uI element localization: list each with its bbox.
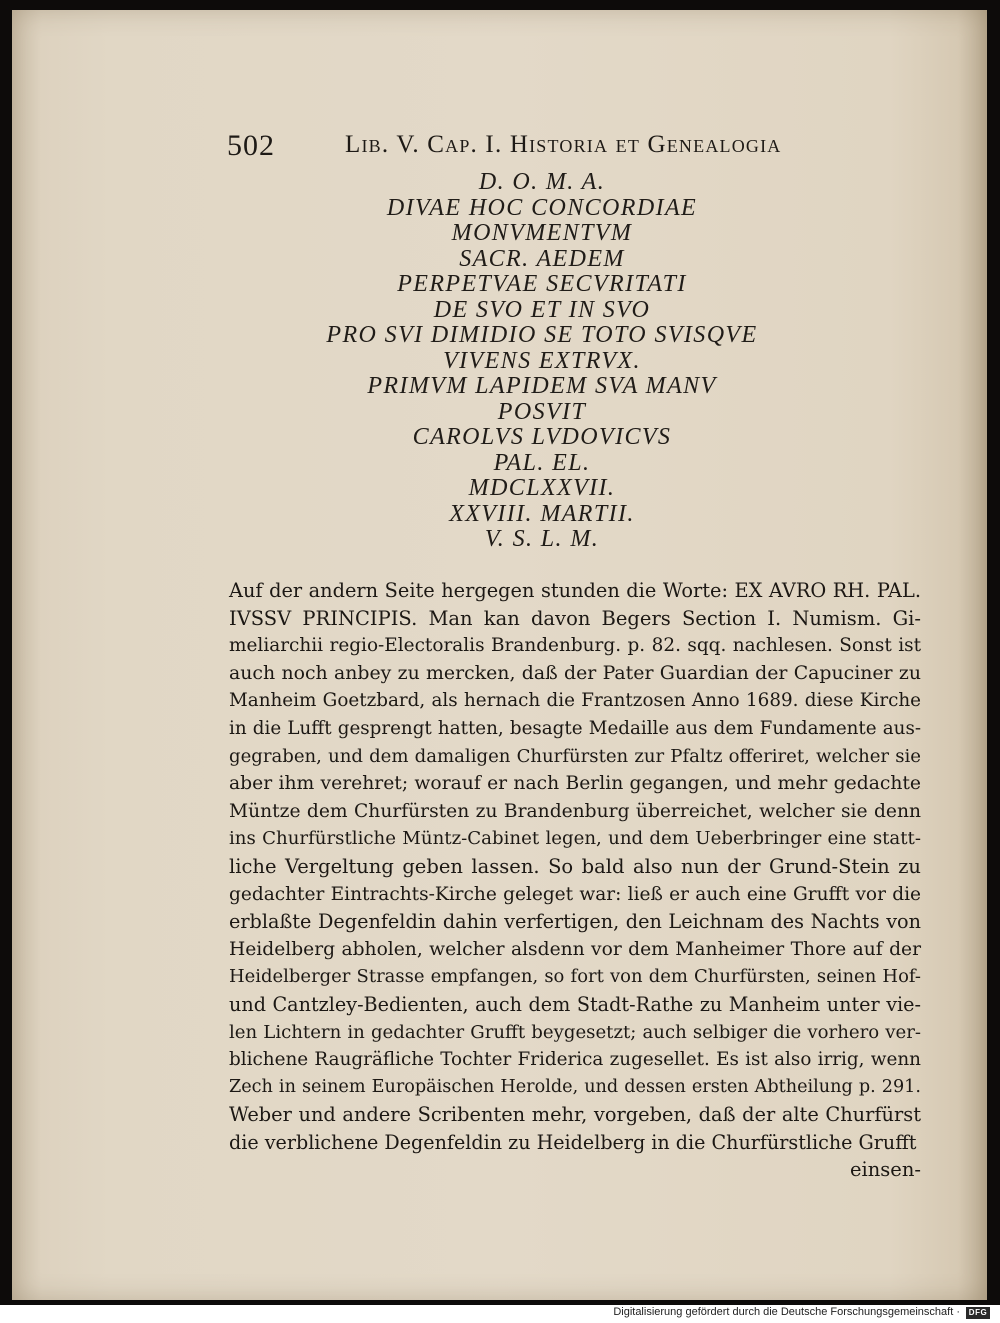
text-line: gedachter Eintrachts-Kirche geleget war: ließ er auch eine Grufft vor die xyxy=(229,883,921,905)
text-line: liche Vergeltung geben lassen. So bald also nun der Grund-Stein zu xyxy=(229,854,921,878)
text-line: auch noch anbey zu mercken, daß der Pater Guardian der Capuciner zu xyxy=(229,661,921,684)
text-line: meliarchii regio-Electoralis Brandenburg. p. 82. sqq. nachlesen. Sonst ist xyxy=(229,635,921,657)
book-page xyxy=(12,10,987,1300)
text-line: aber ihm verehret; worauf er nach Berlin gegangen, und mehr gedachte xyxy=(229,773,921,795)
inscription-block xyxy=(302,170,782,553)
text-line: Heidelberger Strasse empfangen, so fort von dem Churfürsten, seinen Hof- xyxy=(229,966,921,988)
page-header xyxy=(217,125,827,165)
text-line: Heidelberg abholen, welcher alsdenn vor dem Manheimer Thore auf der xyxy=(229,938,921,960)
text-line: erblaßte Degenfeldin dahin verfertigen, den Leichnam des Nachts von xyxy=(229,910,921,934)
text-line: in die Lufft gesprengt hatten, besagte Medaille aus dem Fundamente aus- xyxy=(229,717,921,739)
text-line: die verblichene Degenfeldin zu Heidelberg in die Churfürstliche Grufft xyxy=(229,1130,917,1154)
inscription-line: CAROLVS LVDOVICVS xyxy=(412,424,672,450)
text-line: len Lichtern in gedachter Grufft beygesetzt; auch selbiger die vorhero ver- xyxy=(229,1021,921,1043)
text-line: IVSSV PRINCIPIS. Man kan davon Begers Section I. Numism. Gi- xyxy=(229,606,921,630)
inscription-line: DIVAE HOC CONCORDIAE xyxy=(386,194,698,221)
text-line: ins Churfürstliche Müntz-Cabinet legen, und dem Ueberbringer eine statt- xyxy=(229,828,921,850)
dfg-logo-icon: DFG xyxy=(966,1307,990,1319)
page-number: 502 xyxy=(227,129,275,162)
inscription-line: DE SVO ET IN SVO xyxy=(433,296,651,323)
inscription-line: PAL. EL. xyxy=(493,449,591,476)
inscription-line: POSVIT xyxy=(497,398,587,425)
funding-credit: Digitalisierung gefördert durch die Deutsche Forschungsgemeinschaft · xyxy=(613,1306,960,1318)
inscription-line: XXVIII. MARTII. xyxy=(449,500,635,527)
inscription-line: VIVENS EXTRVX. xyxy=(443,347,641,374)
running-head: Lib. V. Cap. I. Historia et Genealogia xyxy=(345,131,782,158)
text-line: Zech in seinem Europäischen Herolde, und dessen ersten Abtheilung p. 291. xyxy=(229,1076,921,1097)
inscription-line: MONVMENTVM xyxy=(451,220,633,246)
inscription-line: PERPETVAE SECVRITATI xyxy=(397,271,687,297)
footer-bar xyxy=(0,1305,1000,1323)
text-line: Müntze dem Churfürsten zu Brandenburg überreichet, welcher sie denn xyxy=(229,800,921,822)
inscription-line: D. O. M. A. xyxy=(478,169,606,195)
inscription-line: PRO SVI DIMIDIO SE TOTO SVISQVE xyxy=(326,322,758,348)
inscription-line: V. S. L. M. xyxy=(484,526,600,552)
text-line: Manheim Goetzbard, als hernach die Frantzosen Anno 1689. diese Kirche xyxy=(229,690,921,712)
text-line: blichene Raugräfliche Tochter Friderica zugesellet. Es ist also irrig, wenn xyxy=(229,1049,921,1071)
text-line: gegraben, und dem damaligen Churfürsten zur Pfaltz offeriret, welcher sie xyxy=(229,745,921,767)
text-line: und Cantzley-Bedienten, auch dem Stadt-Rathe zu Manheim unter vie- xyxy=(229,992,921,1016)
text-line: Weber und andere Scribenten mehr, vorgeben, daß der alte Churfürst xyxy=(229,1103,921,1127)
inscription-line: MDCLXXVII. xyxy=(468,475,616,501)
inscription-line: PRIMVM LAPIDEM SVA MANV xyxy=(367,373,717,399)
text-line: Auf der andern Seite hergegen stunden die Worte: EX AVRO RH. PAL. xyxy=(229,579,921,602)
body-paragraph xyxy=(229,577,921,1184)
catchword: einsen- xyxy=(849,1158,921,1182)
inscription-line: SACR. AEDEM xyxy=(459,245,625,272)
